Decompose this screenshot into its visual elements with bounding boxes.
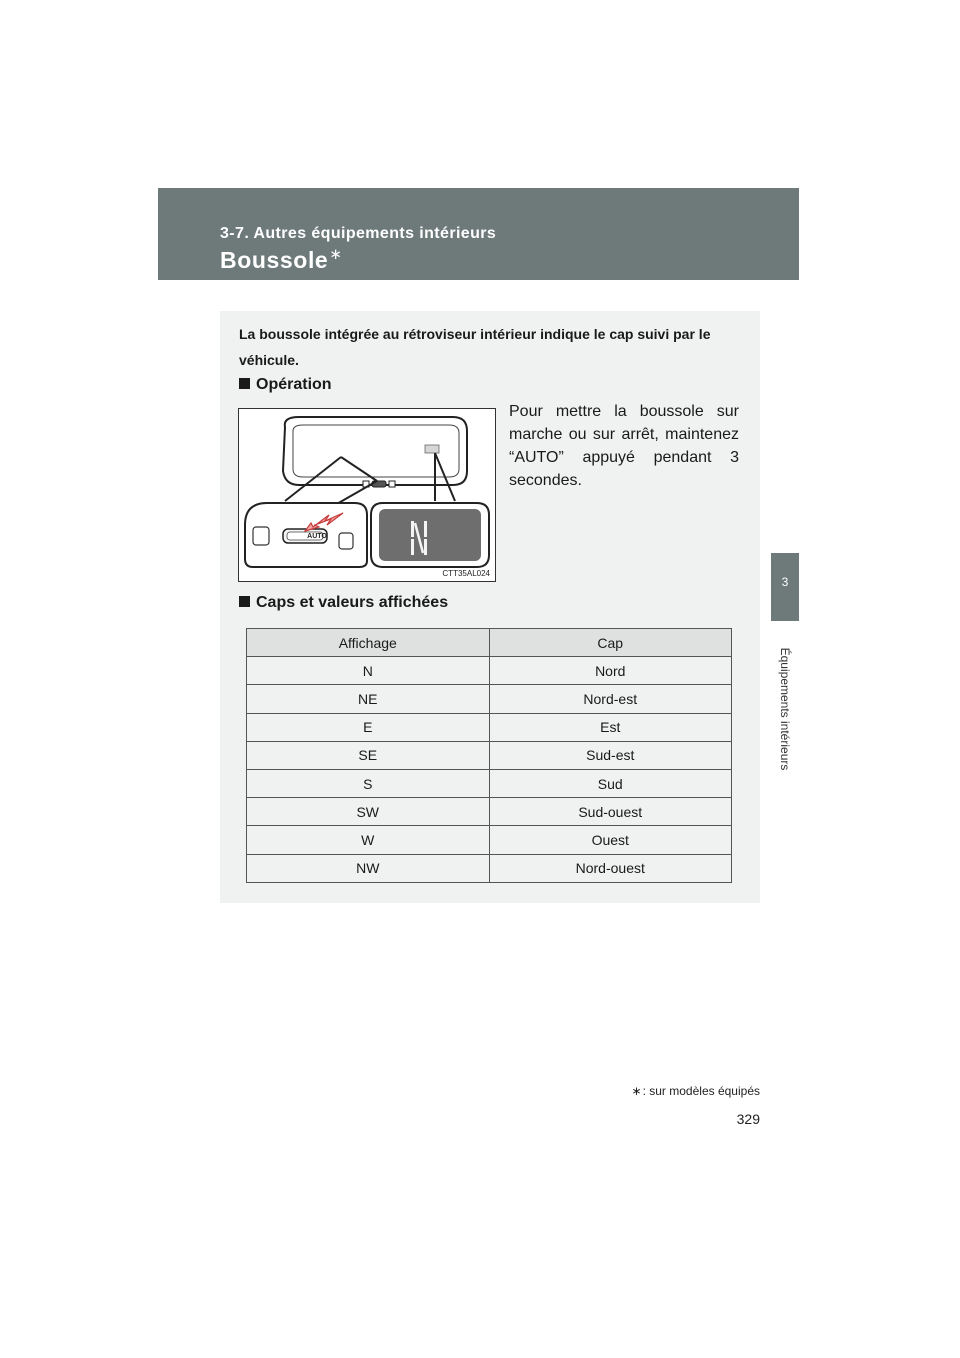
table-cell: SE (247, 741, 490, 769)
operation-heading (239, 376, 332, 394)
asterisk-mark: ∗ (329, 246, 343, 263)
section-title: 3-7. Autres équipements intérieurs (220, 225, 497, 242)
table-cell: SW (247, 798, 490, 826)
footnote-text: : sur modèles équipés (642, 1084, 760, 1098)
table-cell: Nord-ouest (489, 854, 732, 882)
table-row (247, 713, 732, 741)
table-cell: NE (247, 685, 490, 713)
table-cell: Sud (489, 769, 732, 797)
column-header-affichage: Affichage (247, 629, 490, 657)
page-number: 329 (736, 1111, 760, 1127)
chapter-side-label-text: Équipements intérieurs (778, 647, 792, 771)
square-bullet-icon (239, 596, 250, 607)
table-cell: Sud-ouest (489, 798, 732, 826)
table-cell: N (247, 657, 490, 685)
caps-heading (239, 594, 448, 612)
content-panel (220, 311, 760, 903)
rearview-mirror-icon (239, 409, 495, 581)
chapter-side-label (771, 624, 799, 794)
table-row (247, 657, 732, 685)
table-row (247, 798, 732, 826)
table-cell: E (247, 713, 490, 741)
footnote (600, 1084, 760, 1098)
table-cell: W (247, 826, 490, 854)
column-header-cap: Cap (489, 629, 732, 657)
table-header-row (247, 629, 732, 657)
table-row (247, 826, 732, 854)
table-cell: NW (247, 854, 490, 882)
square-bullet-icon (239, 378, 250, 389)
page-title (220, 247, 343, 274)
table-cell: Nord-est (489, 685, 732, 713)
chapter-tab: 3 (771, 553, 799, 621)
operation-heading-text: Opération (256, 376, 332, 393)
caps-heading-text: Caps et valeurs affichées (256, 594, 449, 611)
auto-button-label: AUTO (307, 533, 327, 540)
operation-text: Pour mettre la boussole sur marche ou sur arrêt, maintenez “AUTO” appuyé pendant 3 secondes. (509, 403, 739, 489)
table-cell: Est (489, 713, 732, 741)
mirror-illustration (238, 408, 496, 582)
table-row (247, 685, 732, 713)
illustration-code: CTT35AL024 (442, 569, 490, 578)
table-row (247, 769, 732, 797)
page-title-text: Boussole (220, 247, 329, 273)
table-cell: Nord (489, 657, 732, 685)
table-row (247, 741, 732, 769)
chapter-header (158, 188, 799, 280)
table-row (247, 854, 732, 882)
table-cell: Sud-est (489, 741, 732, 769)
table-cell: S (247, 769, 490, 797)
asterisk-icon: ∗ (631, 1084, 642, 1098)
table-cell: Ouest (489, 826, 732, 854)
intro-text: La boussole intégrée au rétroviseur intérieur indique le cap suivi par le véhicule. (239, 326, 711, 368)
caps-table (246, 628, 732, 883)
